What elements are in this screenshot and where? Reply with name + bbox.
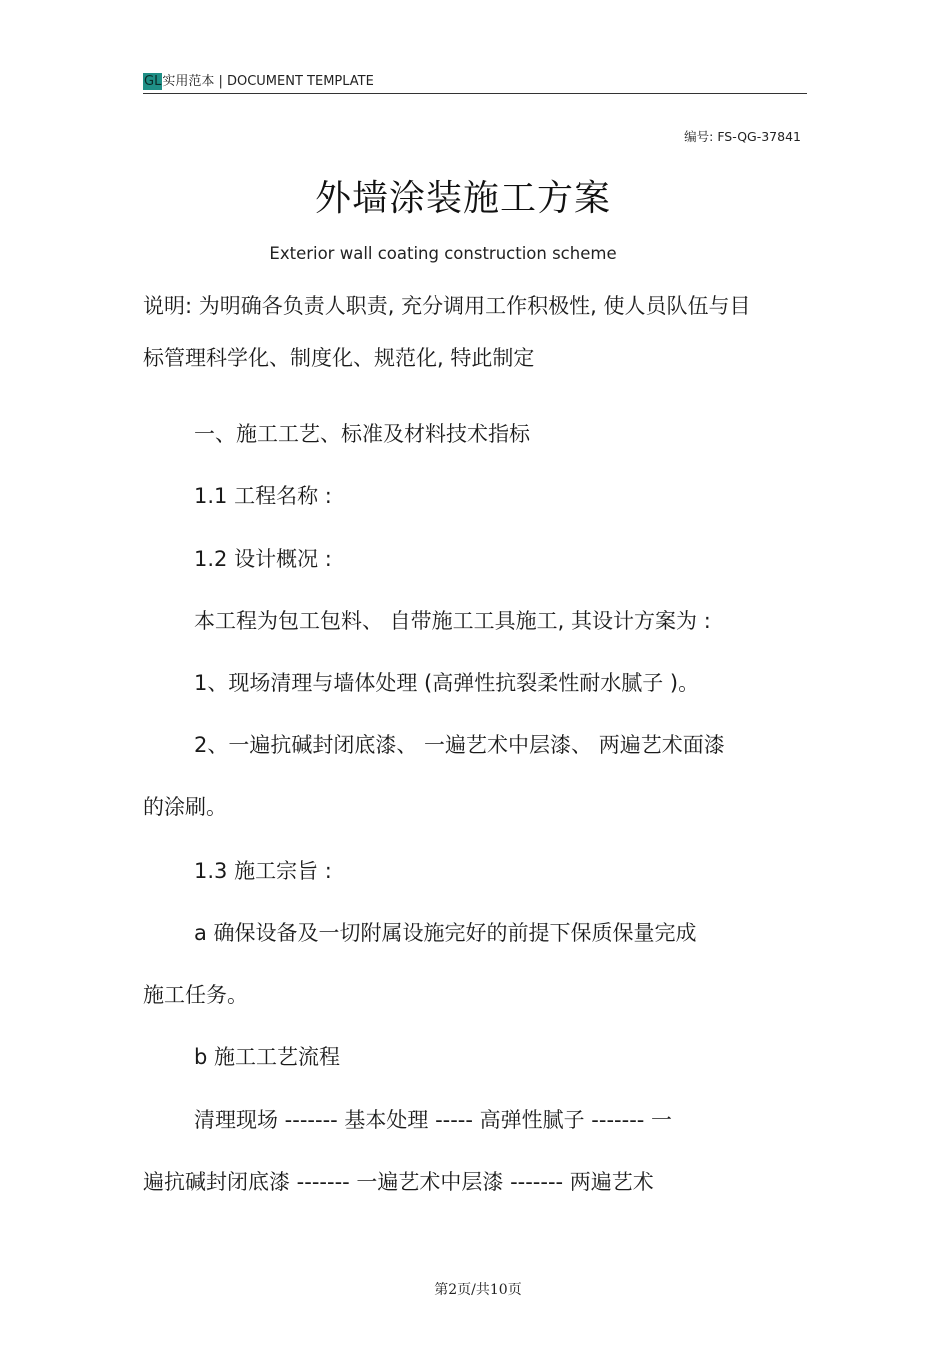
body-line: 本工程为包工包料、 自带施工工具施工, 其设计方案为 :	[194, 609, 711, 633]
subsection-heading: 1.1 工程名称 :	[194, 484, 332, 508]
page-footer: 第2页/共10页	[434, 1282, 522, 1298]
body-line: 的涂刷。	[143, 795, 227, 819]
body-line: b 施工工艺流程	[194, 1045, 341, 1069]
subsection-heading: 1.2 设计概况 :	[194, 547, 332, 571]
page-header	[143, 70, 374, 89]
body-line: 2、一遍抗碱封闭底漆、 一遍艺术中层漆、 两遍艺术面漆	[194, 733, 725, 757]
body-line: 说明: 为明确各负责人职责, 充分调用工作积极性, 使人员队伍与目	[143, 294, 751, 318]
header-rule	[143, 93, 807, 94]
body-line: 施工任务。	[143, 983, 248, 1007]
document-number: 编号: FS-QG-37841	[684, 129, 801, 144]
document-subtitle: Exterior wall coating construction scheme	[269, 244, 617, 263]
header-text: 实用范本 | DOCUMENT TEMPLATE	[162, 74, 374, 89]
template-logo: GL	[144, 74, 162, 89]
body-line: 1、现场清理与墙体处理 (高弹性抗裂柔性耐水腻子 )。	[194, 671, 700, 695]
body-line: 遍抗碱封闭底漆 ------- 一遍艺术中层漆 ------- 两遍艺术	[143, 1170, 654, 1194]
body-line: a 确保设备及一切附属设施完好的前提下保质保量完成	[194, 921, 697, 945]
body-line: 标管理科学化、制度化、规范化, 特此制定	[143, 346, 535, 370]
body-line: 清理现场 ------- 基本处理 ----- 高弹性腻子 ------- 一	[194, 1108, 673, 1132]
document-title: 外墙涂装施工方案	[314, 178, 611, 219]
section-heading: 一、施工工艺、标准及材料技术指标	[194, 422, 530, 446]
subsection-heading: 1.3 施工宗旨 :	[194, 859, 332, 883]
